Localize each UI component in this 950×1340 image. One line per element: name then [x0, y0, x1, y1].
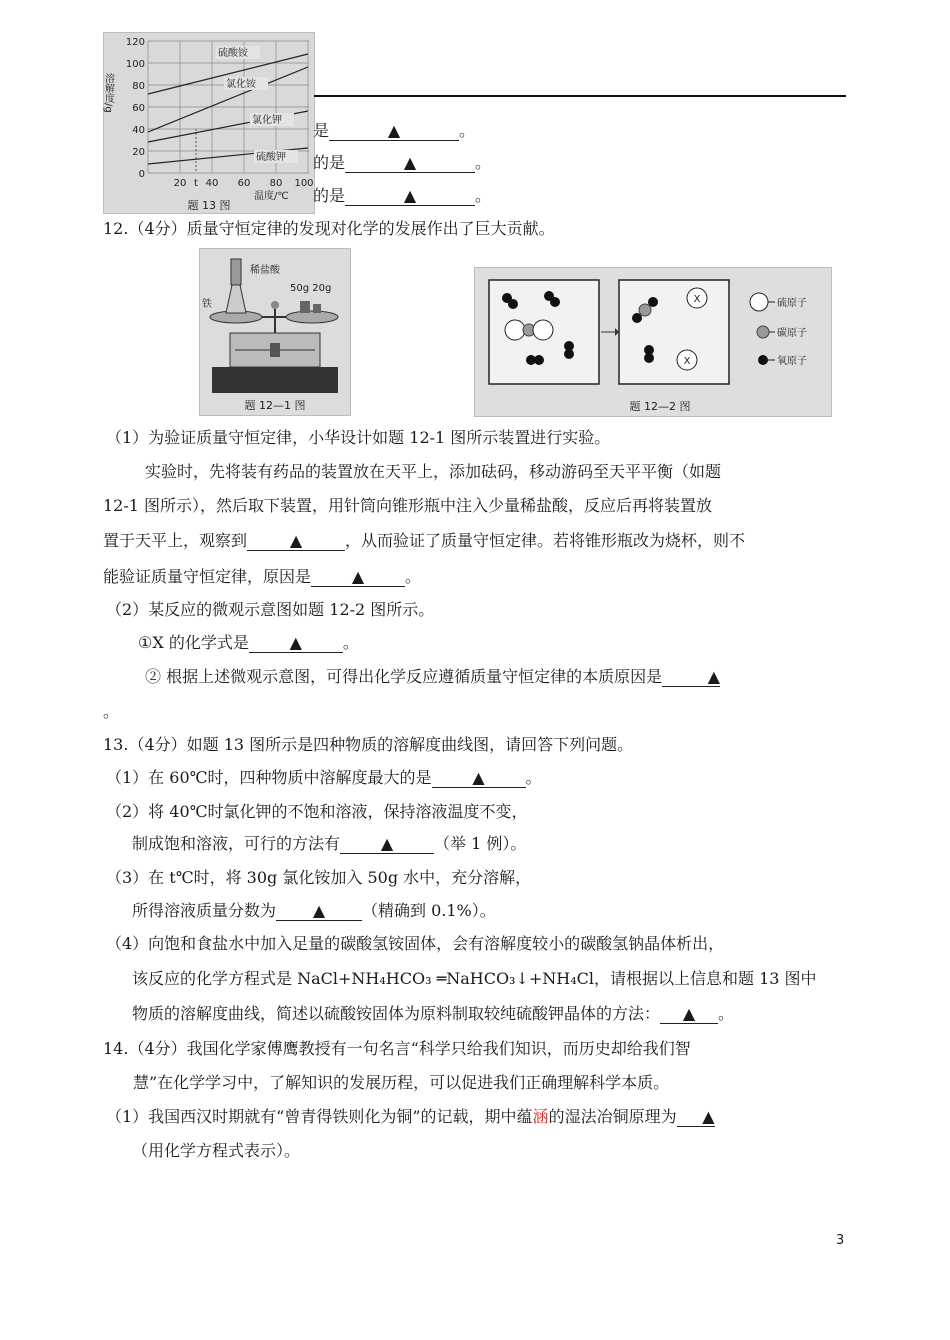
q12-p1: （1）为验证质量守恒定律，小华设计如题 12-1 图所示装置进行实验。	[106, 428, 611, 447]
x-molecule-label: X	[683, 356, 691, 367]
q13-p6: （4）向饱和食盐水中加入足量的碳酸氢铵固体，会有溶解度较小的碳酸氢钠晶体析出，	[106, 934, 725, 953]
top-line-1: 是 ▲ 。	[313, 121, 476, 140]
q13-title: 13.（4分）如题 13 图所示是四种物质的溶解度曲线图，请回答下列问题。	[103, 735, 634, 754]
q12-p9: 。	[103, 702, 120, 721]
q12-p6: （2）某反应的微观示意图如题 12-2 图所示。	[106, 600, 435, 619]
ytick: 120	[125, 37, 145, 48]
q12-p3: 12-1 图所示），然后取下装置，用针筒向锥形瓶中注入少量稀盐酸，反应后再将装置放	[103, 496, 713, 515]
q12-p2: 实验时，先将装有药品的装置放在天平上，添加砝码，移动游码至天平平衡（如题	[145, 462, 722, 481]
x-axis-label: 温度/℃	[254, 191, 289, 202]
curve-label: 硫酸钾	[256, 152, 286, 163]
xtick: 60	[237, 178, 251, 189]
curve-label: 氯化钾	[252, 115, 282, 126]
xtick: 20	[173, 178, 187, 189]
ytick: 60	[132, 103, 145, 114]
q13-p4: （3）在 t℃时，将 30g 氯化铵加入 50g 水中，充分溶解，	[106, 868, 532, 887]
ytick: 40	[132, 125, 145, 136]
q13-p1: （1）在 60℃时，四种物质中溶解度最大的是 ▲ 。	[106, 768, 542, 787]
curve-label: 硫酸铵	[218, 48, 248, 59]
ytick: 20	[132, 147, 145, 158]
curve-label: 氯化铵	[226, 79, 256, 90]
q14-p4: （用化学方程式表示）。	[132, 1141, 301, 1160]
q13-p3: 制成饱和溶液，可行的方法有 ▲ （举 1 例）。	[132, 834, 527, 853]
ytick: 0	[138, 169, 145, 180]
q12-p5: 能验证质量守恒定律，原因是 ▲ 。	[103, 567, 422, 586]
legend-carbon: 碳原子	[777, 328, 807, 339]
xtick: 100	[294, 178, 314, 189]
xtick: 80	[269, 178, 283, 189]
figure-12-2-caption: 题 12—2 图	[629, 400, 691, 413]
header-rule	[314, 95, 846, 97]
weights-label: 50g 20g	[290, 283, 332, 294]
legend-sulfur: 硫原子	[777, 298, 807, 309]
solubility-chart	[104, 33, 314, 213]
ytick: 80	[132, 81, 145, 92]
q14-p1: 14.（4分）我国化学家傅鹰教授有一句名言“科学只给我们知识，而历史却给我们智	[103, 1039, 691, 1058]
figure-12-1	[199, 248, 351, 416]
figure-13	[103, 32, 315, 214]
q13-p5: 所得溶液质量分数为 ▲ （精确到 0.1%）。	[132, 901, 496, 920]
top-line-2: 的是 ▲ 。	[313, 153, 492, 172]
figure-13-caption: 题 13 图	[187, 199, 231, 212]
page-number: 3	[836, 1233, 845, 1248]
q12-p7: ①X 的化学式是 ▲ 。	[138, 633, 359, 652]
y-axis-label: 溶解度/g	[102, 73, 114, 113]
xtick: 40	[205, 178, 219, 189]
q13-p7: 该反应的化学方程式是 NaCl+NH₄HCO₃ ═NaHCO₃↓+NH₄Cl，请根据以上信息和题 13 图中	[132, 969, 817, 988]
q12-title: 12.（4分）质量守恒定律的发现对化学的发展作出了巨大贡献。	[103, 219, 555, 238]
xtick: t	[194, 178, 198, 189]
iron-label: 铁	[202, 299, 212, 310]
figure-12-1-caption: 题 12—1 图	[244, 399, 306, 412]
q14-p2: 慧”在化学学习中，了解知识的发展历程，可以促进我们正确理解科学本质。	[133, 1073, 670, 1092]
figure-12-2	[474, 267, 832, 417]
q12-p8: ② 根据上述微观示意图，可得出化学反应遵循质量守恒定律的本质原因是 ▲	[145, 667, 721, 686]
ytick: 100	[125, 59, 145, 70]
q13-p2: （2）将 40℃时氯化钾的不饱和溶液，保持溶液温度不变，	[106, 802, 528, 821]
q12-p4: 置于天平上，观察到 ▲ ，从而验证了质量守恒定律。若将锥形瓶改为烧杯，则不	[103, 531, 746, 550]
x-molecule-label: X	[693, 294, 701, 305]
q13-p8: 物质的溶解度曲线，简述以硫酸铵固体为原料制取较纯硫酸钾晶体的方法： ▲ 。	[132, 1004, 735, 1023]
q14-p3: （1）我国西汉时期就有“曾青得铁则化为铜”的记载，期中蕴涵的湿法冶铜原理为 ▲	[106, 1107, 715, 1126]
legend-oxygen: 氧原子	[777, 356, 807, 367]
acid-label: 稀盐酸	[250, 265, 280, 276]
top-line-3: 的是 ▲ 。	[313, 186, 492, 205]
